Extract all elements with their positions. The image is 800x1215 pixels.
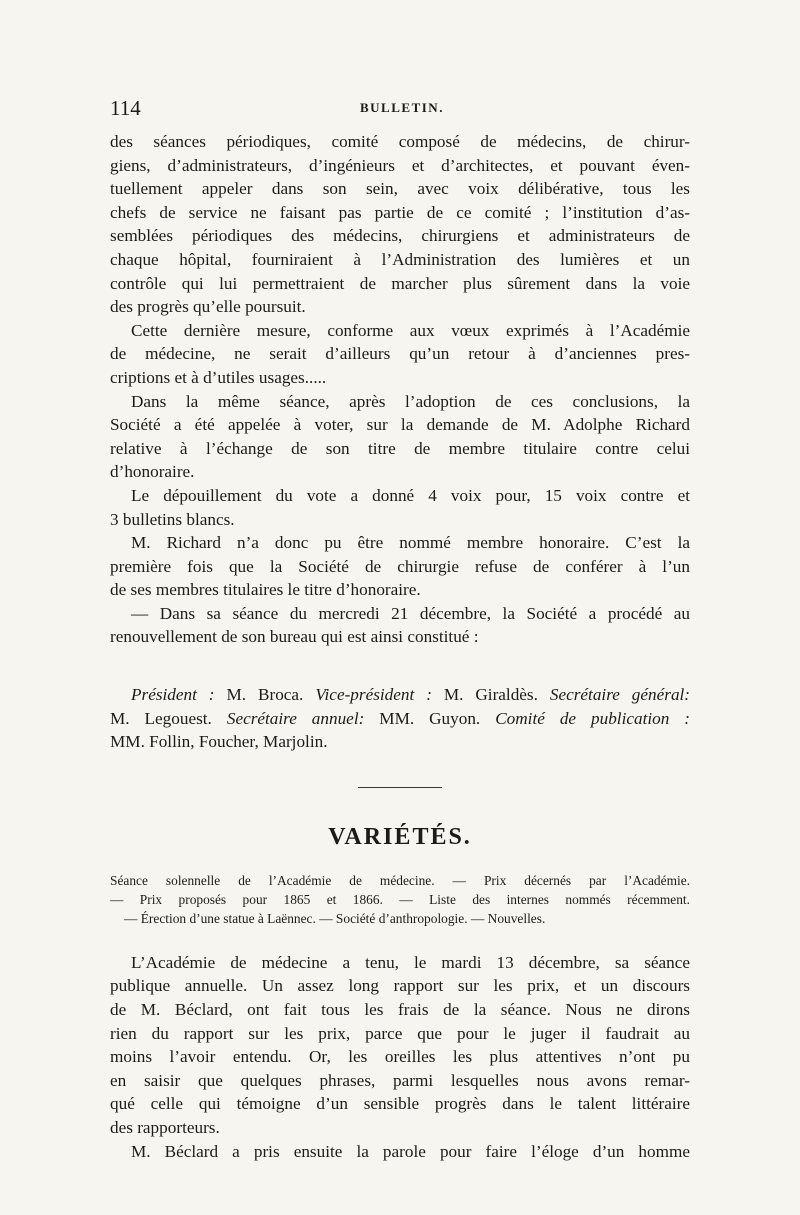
text-line: contrôle qui lui permettraient de marcher plus sûrement dans la voie bbox=[110, 273, 690, 293]
vice-president-name: M. Giraldès. bbox=[443, 685, 538, 705]
annual-secretary-label: Secrétaire annuel: bbox=[226, 708, 365, 728]
text-line: de M. Béclard, ont fait tous les frais de la séance. Nous ne dirons bbox=[110, 1000, 690, 1020]
closing-last-paragraph bbox=[110, 1140, 690, 1164]
president-label: Président : bbox=[131, 685, 215, 705]
text-line: M. Richard n’a donc pu être nommé membre honoraire. C’est la bbox=[131, 533, 690, 553]
publication-committee-label: Comité de publication : bbox=[495, 708, 691, 728]
text-line: giens, d’administrateurs, d’ingénieurs et d’architectes, et pouvant éven- bbox=[110, 155, 690, 175]
text-line: relative à l’échange de son titre de membre titulaire contre celui bbox=[110, 438, 690, 458]
paragraph-1 bbox=[110, 130, 690, 319]
officers-line bbox=[110, 683, 690, 707]
secretary-general-name: M. Legouest. bbox=[110, 708, 212, 728]
text-line: d’honoraire. bbox=[110, 462, 195, 482]
text-line: 3 bulletins blancs. bbox=[110, 509, 235, 529]
section-divider bbox=[358, 787, 442, 788]
closing-paragraph bbox=[110, 951, 690, 1140]
text-line: L’Académie de médecine a tenu, le mardi 13 décembre, sa séance bbox=[131, 952, 690, 972]
officers-line bbox=[110, 707, 690, 731]
text-line: criptions et à d’utiles usages..... bbox=[110, 367, 327, 387]
text-line: Dans la même séance, après l’adoption de ces conclusions, la bbox=[131, 391, 690, 411]
text-line: Cette dernière mesure, conforme aux vœux exprimés à l’Académie bbox=[131, 320, 690, 340]
text-line: première fois que la Société de chirurgie refuse de conférer à l’un bbox=[110, 556, 690, 576]
president-name: M. Broca. bbox=[226, 685, 304, 705]
section-summary bbox=[110, 871, 690, 928]
running-title: BULLETIN. bbox=[360, 100, 444, 115]
body-text bbox=[110, 130, 690, 649]
text-line: semblées périodiques des médecins, chirurgiens et administrateurs de bbox=[110, 226, 690, 246]
paragraph-3 bbox=[110, 390, 690, 484]
page-number: 114 bbox=[110, 96, 141, 120]
officers-list bbox=[110, 683, 690, 754]
paragraph-2 bbox=[110, 319, 690, 390]
closing-text bbox=[110, 951, 690, 1163]
text-line: chefs de service ne faisant pas partie de ce comité ; l’institution d’as- bbox=[110, 202, 690, 222]
paragraph-6 bbox=[110, 602, 690, 649]
publication-committee-names: MM. Follin, Foucher, Marjolin. bbox=[110, 732, 328, 752]
text-line: chaque hôpital, fourniraient à l’Administration des lumières et un bbox=[110, 249, 690, 269]
annual-secretary-name: MM. Guyon. bbox=[379, 708, 481, 728]
text-line: de ses membres titulaires le titre d’honoraire. bbox=[110, 580, 421, 600]
text-line: M. Béclard a pris ensuite la parole pour faire l’éloge d’un homme bbox=[131, 1141, 690, 1161]
text-line: — Dans sa séance du mercredi 21 décembre, la Société a procédé au bbox=[131, 603, 690, 623]
text-line: de médecine, ne serait d’ailleurs qu’un retour à d’anciennes pres- bbox=[110, 344, 690, 364]
text-line: qué celle qui témoigne d’un sensible progrès dans le talent littéraire bbox=[110, 1094, 690, 1114]
text-line: Société a été appelée à voter, sur la demande de M. Adolphe Richard bbox=[110, 415, 690, 435]
text-line: des progrès qu’elle poursuit. bbox=[110, 297, 306, 317]
page bbox=[110, 96, 690, 1163]
vice-president-label: Vice-président : bbox=[315, 685, 432, 705]
summary-line: Séance solennelle de l’Académie de médecine. — Prix décernés par l’Académie. bbox=[110, 872, 690, 888]
text-line: en saisir que quelques phrases, parmi lesquelles nous avons remar- bbox=[110, 1070, 690, 1090]
paragraph-5 bbox=[110, 531, 690, 602]
secretary-general-label: Secrétaire général: bbox=[549, 685, 691, 705]
text-line: des séances périodiques, comité composé de médecins, de chirur- bbox=[110, 132, 690, 151]
paragraph-4 bbox=[110, 484, 690, 531]
text-line: des rapporteurs. bbox=[110, 1118, 220, 1137]
section-title: VARIÉTÉS. bbox=[328, 823, 472, 850]
page-header bbox=[110, 96, 690, 122]
summary-line: — Érection d’une statue à Laënnec. — Société d’anthropologie. — Nouvelles. bbox=[124, 910, 546, 926]
text-line: renouvellement de son bureau qui est ainsi constitué : bbox=[110, 627, 479, 647]
text-line: tuellement appeler dans son sein, avec voix délibérative, tous les bbox=[110, 179, 690, 199]
summary-line: — Prix proposés pour 1865 et 1866. — Liste des internes nommés récemment. bbox=[110, 891, 690, 907]
text-line: moins l’avoir entendu. Or, les oreilles les plus attentives n’ont pu bbox=[110, 1047, 690, 1067]
officers-line bbox=[110, 730, 690, 754]
text-line: rien du rapport sur les prix, parce que pour le juger il faudrait au bbox=[110, 1023, 690, 1043]
text-line: publique annuelle. Un assez long rapport sur les prix, et un discours bbox=[110, 976, 690, 996]
text-line: Le dépouillement du vote a donné 4 voix pour, 15 voix contre et bbox=[131, 485, 690, 505]
